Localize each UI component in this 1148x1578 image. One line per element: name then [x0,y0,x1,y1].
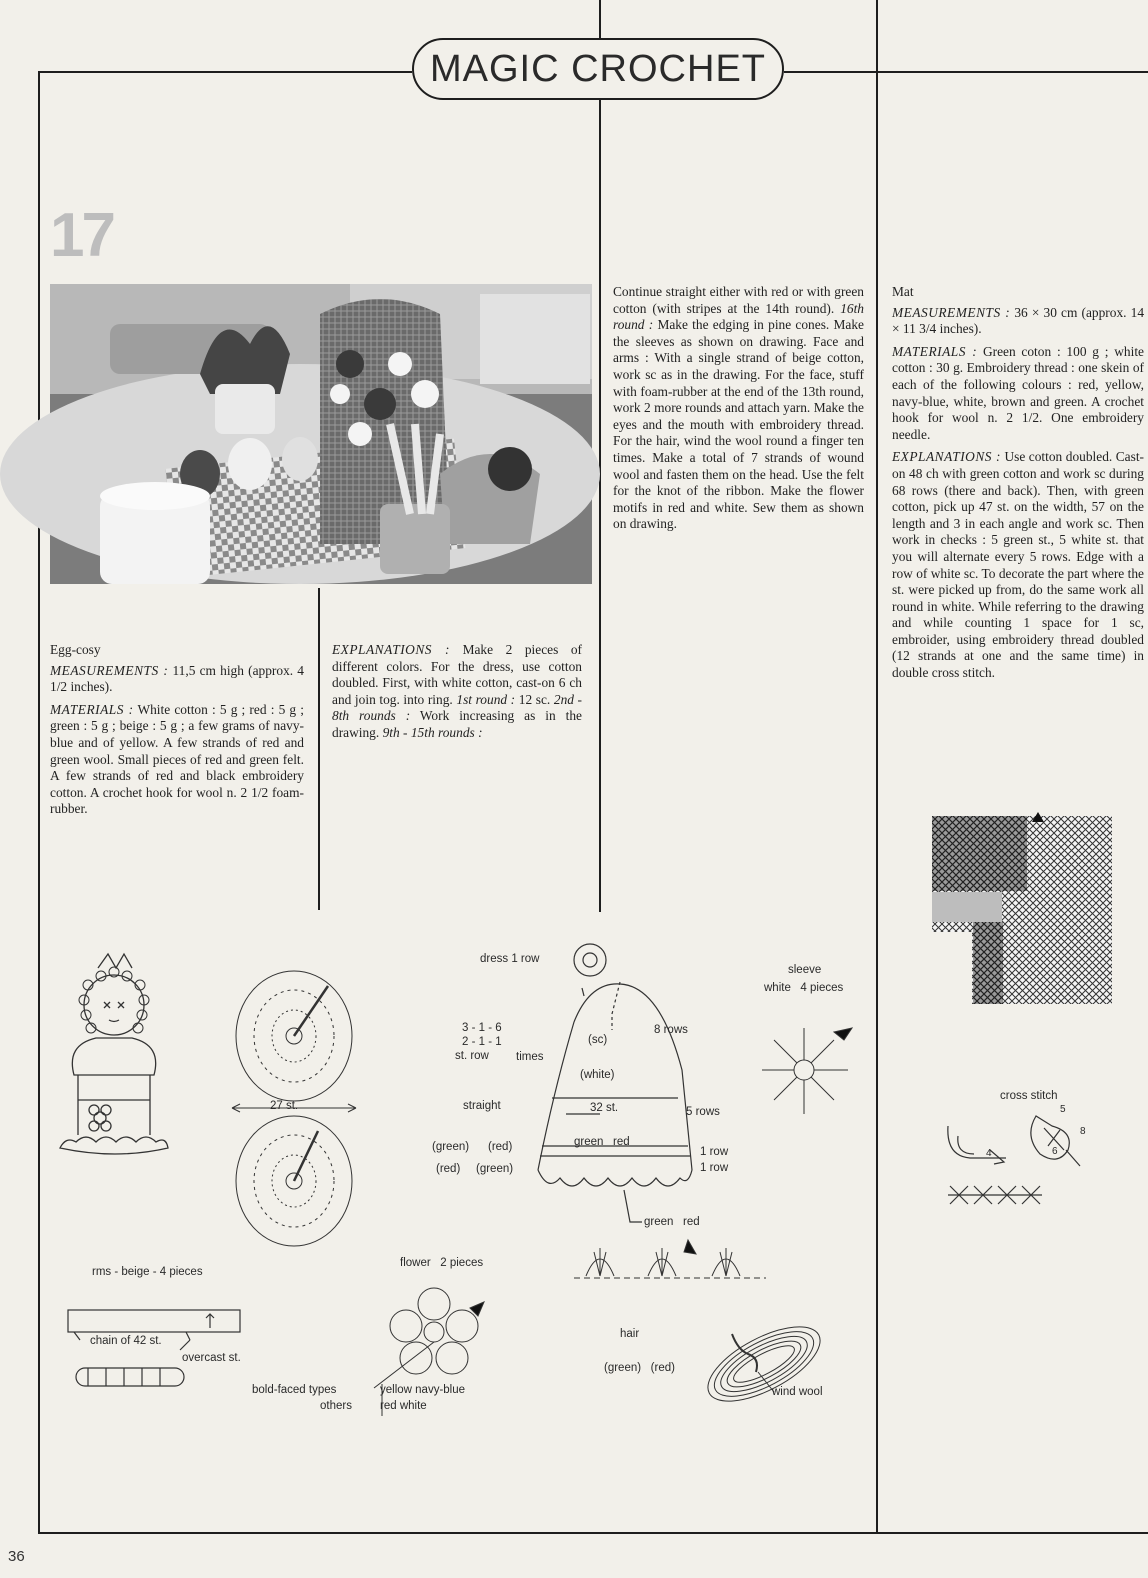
label-cs-5: 5 [1060,1104,1066,1115]
label-cs-8: 8 [1080,1126,1086,1137]
label-hair-colors: (green) (red) [604,1362,675,1374]
label-others: others [320,1400,352,1412]
egg-cosy-measurements: 11,5 cm high (approx. 4 1/2 inches). [50,662,304,695]
label-green-red-edge: green red [644,1216,700,1228]
label-green-red-band: green red [574,1136,630,1148]
round-9-label: 9th - 15th rounds : [382,724,483,740]
label-st-row: st. row [455,1050,489,1062]
label-8-rows: 8 rows [654,1024,688,1036]
face-crochet-diagram [228,966,368,1266]
col-divider-1 [318,588,320,910]
round-2-text: Work increasing as in the drawing. [332,708,582,740]
label-cross-stitch: cross stitch [1000,1090,1058,1102]
frame-bottom [38,1532,1148,1534]
label-sc: (sc) [588,1034,608,1046]
round-16-label: 16th round : [613,300,864,333]
edging-crochet-diagram [566,1236,776,1290]
mat-explanations-label: EXPLANATIONS : [892,449,1001,465]
label-red-white: red white [380,1400,427,1412]
arms-diagram [66,1306,246,1396]
egg-cosy-materials: White cotton : 5 g ; red : 5 g ; green : 5 g ; beige : 5 g ; a few grams of navy-blue and of yellow. A few strands of red and green wool. Small pieces of red and green felt. A few strands of red and black embroidery cotton. A crochet hook for wool n. 2 1/2 foam-rubber. [50,701,304,817]
explanations-col2 [332,642,582,748]
mat-measurements: 36 × 30 cm (approx. 14 × 11 3/4 inches). [892,304,1145,337]
label-white: (white) [580,1069,615,1081]
page-title: MAGIC CROCHET [412,38,784,100]
doll-illustration [56,950,232,1180]
label-27-st: 27 st. [270,1100,299,1112]
round-1-label: 1st round : [456,691,516,707]
label-flower: flower 2 pieces [400,1257,484,1269]
explanations-label: EXPLANATIONS : [332,642,450,657]
page-number: 36 [8,1548,25,1565]
pattern-number: 17 [50,201,113,270]
mat-measurements-label: MEASUREMENTS : [892,304,1011,320]
mat-chart-illustration [928,812,1118,1008]
label-red-b: (red) [436,1163,461,1175]
label-hair: hair [620,1328,640,1340]
col-divider-3 [876,0,878,1534]
label-row-2: 2 - 1 - 1 [462,1036,502,1048]
mat-materials-label: MATERIALS : [892,343,978,359]
label-sleeve-count: white 4 pieces [764,982,844,994]
label-yellow-navy: yellow navy-blue [380,1384,466,1396]
label-row-3: 3 - 1 - 6 [462,1022,502,1034]
explanations-col3 [613,284,864,539]
round-2-label: 2nd - 8th rounds : [332,691,583,724]
label-times: times [516,1051,544,1063]
col-divider-2 [599,0,601,912]
egg-cosy-measurements-label: MEASUREMENTS : [50,662,169,678]
egg-cosy-title: Egg-cosy [50,642,101,657]
frame-left [38,71,40,1533]
mat-explanations: Use cotton doubled. Cast-on 48 ch with green cotton and work sc during 68 rows (there and back). Then, with green cotton, pick up 47 st. on the width, 57 on the length and 3 in each angle and work sc. Then work in checks : 5 green st., 5 white st. that you will alternate every 5 rows. Edge with a row of white sc. To decorate the part where the st. were picked up from, do the same work all round in white. While referring to the drawing and while counting 1 space for 1 sc, embroider, using embroidery thread doubled (12 strands at one and the same time) in double cross stitch. [892,449,1144,681]
label-green-b: (green) [476,1163,514,1175]
egg-cosy-text [50,642,304,824]
label-cs-6: 6 [1052,1146,1058,1157]
label-straight: straight [463,1100,501,1112]
photo-table-setting [50,284,592,584]
sleeve-crochet-diagram [756,1018,856,1118]
mat-materials: Green coton : 100 g ; white cotton : 30 g. Embroidery thread : one skein of each of the following colours : red, yellow, navy-blue, white, brown and green. A crochet hook for wool n. 2 1/2. One embroidery needle. [892,343,1144,442]
label-arms: rms - beige - 4 pieces [92,1266,203,1278]
label-1-row-b: 1 row [700,1162,729,1174]
dress-crochet-diagram [512,930,752,1230]
label-1-row-a: 1 row [700,1146,729,1158]
cross-stitch-diagram [940,1106,1090,1226]
explanations-text-a: Make 2 pieces of different colors. For the dress, use cotton doubled. First, with white cotton, cast-on 6 ch and join tog. into ring. [332,642,583,707]
label-dress-row: dress 1 row [480,953,540,965]
label-32-st: 32 st. [590,1102,619,1114]
egg-cosy-materials-label: MATERIALS : [50,701,134,717]
mat-text [892,284,1144,688]
round-1-text: 12 sc. [518,691,551,707]
label-overcast: overcast st. [182,1352,241,1364]
frame-top-right [784,71,1148,73]
mat-title: Mat [892,284,914,299]
col3-text-a: Continue straight either with red or with green cotton (with stripes at the 14th round). [613,284,864,316]
label-cs-4: 4 [986,1148,992,1159]
label-5-rows: 5 rows [686,1106,720,1118]
col3-text-b: Make the edging in pine cones. Make the sleeves as shown on drawing. Face and arms : With a single strand of beige cotton, work sc as in the drawing. For the face, stuff with foam-rubber at the end of the 13th round, work 2 more rounds and attach yarn. Make the eyes and the mouth with embroidery thread. For the hair, wind the wool round a finger ten times. Make a total of 7 strands of wound wool and fasten them on the head. Use the felt for the knot of the ribbon. Make the flower motifs in red and white. Sew them as shown on drawing. [613,317,864,532]
label-bold-faced: bold-faced types [252,1384,337,1396]
label-wind-wool: wind wool [772,1386,823,1398]
label-red-a: (red) [488,1141,513,1153]
label-chain-42: chain of 42 st. [90,1335,162,1347]
label-sleeve: sleeve [788,964,822,976]
frame-top-left [38,71,412,73]
label-green-a: (green) [432,1141,470,1153]
